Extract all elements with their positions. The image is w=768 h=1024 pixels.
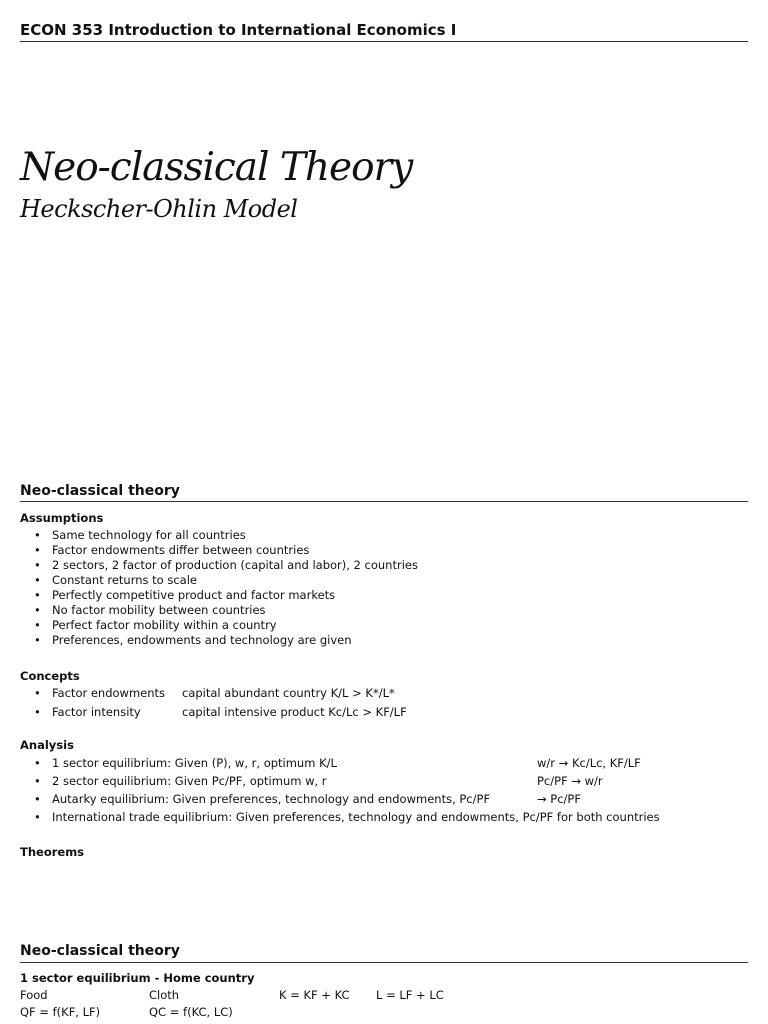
concept-term: Factor intensity [52,705,141,719]
cloth-label: Cloth [149,988,180,1002]
labor-equation: L = LF + LC [376,988,444,1002]
analysis-row [20,772,748,790]
concept-desc: capital abundant country K/L > K*/L* [182,686,395,700]
concept-row [20,703,748,721]
equilibrium-heading: 1 sector equilibrium - Home country [20,971,255,985]
assumptions-heading: Assumptions [20,511,104,525]
list-item: • No factor mobility between countries [20,603,748,618]
document-header [20,18,748,42]
list-item: • 2 sectors, 2 factor of production (capital and labor), 2 countries [20,558,748,573]
analysis-note: w/r → Kc/Lc, KF/LF [537,756,641,770]
bullet-mark: • [34,792,41,806]
header-rule [20,41,748,42]
production-row [20,1004,748,1021]
food-production-function: QF = f(KF, LF) [20,1005,101,1019]
analysis-note: Pc/PF → w/r [537,774,603,788]
assumptions-list [20,528,748,648]
capital-equation: K = KF + KC [279,988,350,1002]
bullet-mark: • [34,774,41,788]
concept-desc: capital intensive product Kc/Lc > KF/LF [182,705,407,719]
food-label: Food [20,988,48,1002]
course-title: ECON 353 Introduction to International Economics I [20,21,457,39]
analysis-text: 1 sector equilibrium: Given (P), w, r, optimum K/L [52,756,337,770]
list-item: • Perfectly competitive product and factor markets [20,588,748,603]
concept-row [20,684,748,702]
section-rule [20,962,748,963]
analysis-note: → Pc/PF [537,792,581,806]
theorems-heading: Theorems [20,845,85,859]
list-item: • Preferences, endowments and technology are given [20,633,748,648]
analysis-heading: Analysis [20,738,74,752]
main-title: Neo-classical Theory [20,145,413,190]
list-item: • Factor endowments differ between countries [20,543,748,558]
section-heading: Neo-classical theory [20,483,180,499]
list-item: • Same technology for all countries [20,528,748,543]
analysis-text: Autarky equilibrium: Given preferences, technology and endowments, Pc/PF [52,792,491,806]
analysis-text: 2 sector equilibrium: Given Pc/PF, optimum w, r [52,774,327,788]
section-heading: Neo-classical theory [20,943,180,959]
list-item: • Perfect factor mobility within a country [20,618,748,633]
concepts-heading: Concepts [20,669,80,683]
section-rule [20,501,748,502]
analysis-row [20,790,748,808]
bullet-mark: • [34,756,41,770]
bullet-mark: • [34,705,41,719]
bullet-mark: • [34,810,41,824]
goods-row [20,987,748,1004]
bullet-mark: • [34,686,41,700]
list-item: • Constant returns to scale [20,573,748,588]
analysis-text: International trade equilibrium: Given preferences, technology and endowments, Pc/PF for both countries [52,810,660,824]
concept-term: Factor endowments [52,686,166,700]
cloth-production-function: QC = f(KC, LC) [149,1005,233,1019]
analysis-row [20,754,748,772]
analysis-row [20,808,748,826]
subtitle: Heckscher-Ohlin Model [20,195,298,223]
